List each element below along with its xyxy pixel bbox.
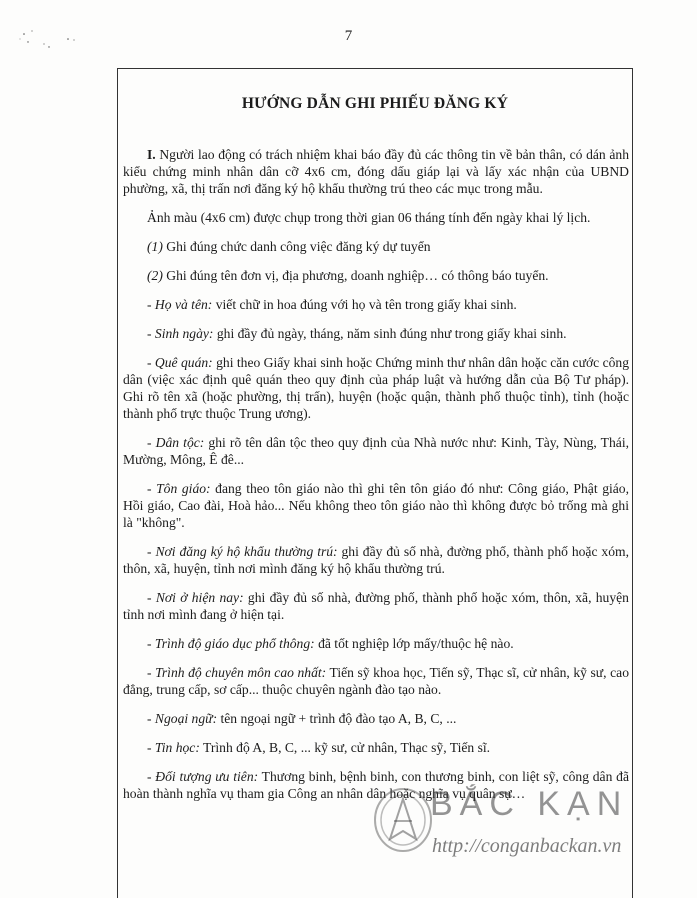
field-text: ghi đầy đủ số nhà, đường phố, thành phố hoặc xóm, thôn, xã, huyện tỉnh nơi mình đang ở hiện tại. <box>123 590 629 622</box>
page-number: 7 <box>344 28 353 44</box>
field-label: - Đối tượng ưu tiên: <box>147 769 259 784</box>
watermark-name: BẮC KẠN <box>430 785 629 823</box>
field-noi-dang-ky-ho-khau <box>117 543 633 577</box>
field-text: ghi rõ tên dân tộc theo quy định của Nhà nước như: Kinh, Tày, Nùng, Thái, Mường, Mông, Ê đê... <box>123 435 629 467</box>
intro-text: Người lao động có trách nhiệm khai báo đầy đủ các thông tin về bản thân, có dán ảnh kiểu chứng minh nhân dân cỡ 4x6 cm, đóng dấu giáp lại và lấy xác nhận của UBND phường, xã, thị trấn nơi đăng ký hộ khẩu thường trú theo các mục trong mẫu. <box>123 147 629 196</box>
note-2-text: Ghi đúng tên đơn vị, địa phương, doanh nghiệp… có thông báo tuyển. <box>162 268 549 283</box>
note-2-label: (2) <box>147 268 163 283</box>
field-label: - Dân tộc: <box>147 435 205 450</box>
field-text: tên ngoại ngữ + trình độ đào tạo A, B, C, ... <box>217 711 457 726</box>
watermark-url: http://conganbackan.vn <box>432 835 622 857</box>
field-label: - Tôn giáo: <box>147 481 211 496</box>
field-trinh-do-giao-duc <box>117 635 633 652</box>
police-emblem-icon <box>372 787 434 853</box>
field-text: đã tốt nghiệp lớp mấy/thuộc hệ nào. <box>314 636 514 651</box>
field-que-quan <box>117 354 633 422</box>
note-1 <box>117 238 633 255</box>
field-label: - Tin học: <box>147 740 200 755</box>
intro-paragraph <box>117 146 633 197</box>
field-label: - Trình độ chuyên môn cao nhất: <box>147 665 327 680</box>
field-ngoai-ngu <box>117 710 633 727</box>
field-noi-o-hien-nay <box>117 589 633 623</box>
note-1-label: (1) <box>147 239 163 254</box>
document-body <box>117 68 633 802</box>
field-ho-va-ten <box>117 296 633 313</box>
watermark <box>372 785 697 883</box>
field-text: Tiến sỹ khoa học, Tiến sỹ, Thạc sĩ, cử nhân, kỹ sư, cao đẳng, trung cấp, sơ cấp... thuộc chuyên ngành đào tạo nào. <box>123 665 629 697</box>
note-2 <box>117 267 633 284</box>
field-text: viết chữ in hoa đúng với họ và tên trong giấy khai sinh. <box>212 297 517 312</box>
section-label: I. <box>147 147 156 162</box>
field-text: Thương binh, bệnh binh, con thương binh, con liệt sỹ, công dân đã hoàn thành nghĩa vụ tham gia Công an nhân dân hoặc nghĩa vụ quân sự… <box>123 769 629 801</box>
field-trinh-do-chuyen-mon <box>117 664 633 698</box>
field-sinh-ngay <box>117 325 633 342</box>
field-text: ghi đầy đủ ngày, tháng, năm sinh đúng như trong giấy khai sinh. <box>213 326 567 341</box>
field-label: - Ngoại ngữ: <box>147 711 218 726</box>
field-label: - Nơi ở hiện nay: <box>147 590 244 605</box>
document-title: HƯỚNG DẪN GHI PHIẾU ĐĂNG KÝ <box>241 95 509 112</box>
field-tin-hoc <box>117 739 633 756</box>
field-text: đang theo tôn giáo nào thì ghi tên tôn giáo đó như: Công giáo, Phật giáo, Hồi giáo, Cao đài, Hoà hảo... Nếu không theo tôn giáo nào thì không được bỏ trống mà ghi là "không". <box>123 481 630 530</box>
photo-note: Ảnh màu (4x6 cm) được chụp trong thời gian 06 tháng tính đến ngày khai lý lịch. <box>147 210 591 225</box>
field-label: - Trình độ giáo dục phổ thông: <box>147 636 315 651</box>
field-label: - Sinh ngày: <box>147 326 214 341</box>
note-1-text: Ghi đúng chức danh công việc đăng ký dự tuyển <box>162 239 431 254</box>
field-text: Trình độ A, B, C, ... kỹ sư, cử nhân, Thạc sỹ, Tiến sĩ. <box>199 740 491 755</box>
field-text: ghi theo Giấy khai sinh hoặc Chứng minh thư nhân dân hoặc căn cước công dân (việc xác định quê quán theo quy định của pháp luật và hướng dẫn của Bộ Tư pháp). Ghi rõ tên xã (hoặc phường, thị trấn), huyện (hoặc quận, thành phố thuộc tỉnh), tỉnh (hoặc thành phố trực thuộc Trung ương). <box>123 355 629 421</box>
field-text: ghi đầy đủ số nhà, đường phố, thành phố hoặc xóm, thôn, xã, huyện, tỉnh nơi mình đăng ký hộ khẩu thường trú. <box>123 544 629 576</box>
field-label: - Quê quán: <box>147 355 213 370</box>
field-label: - Nơi đăng ký hộ khẩu thường trú: <box>147 544 338 559</box>
field-dan-toc <box>117 434 633 468</box>
scan-specks <box>18 28 88 58</box>
field-label: - Họ và tên: <box>147 297 213 312</box>
field-ton-giao <box>117 480 633 531</box>
